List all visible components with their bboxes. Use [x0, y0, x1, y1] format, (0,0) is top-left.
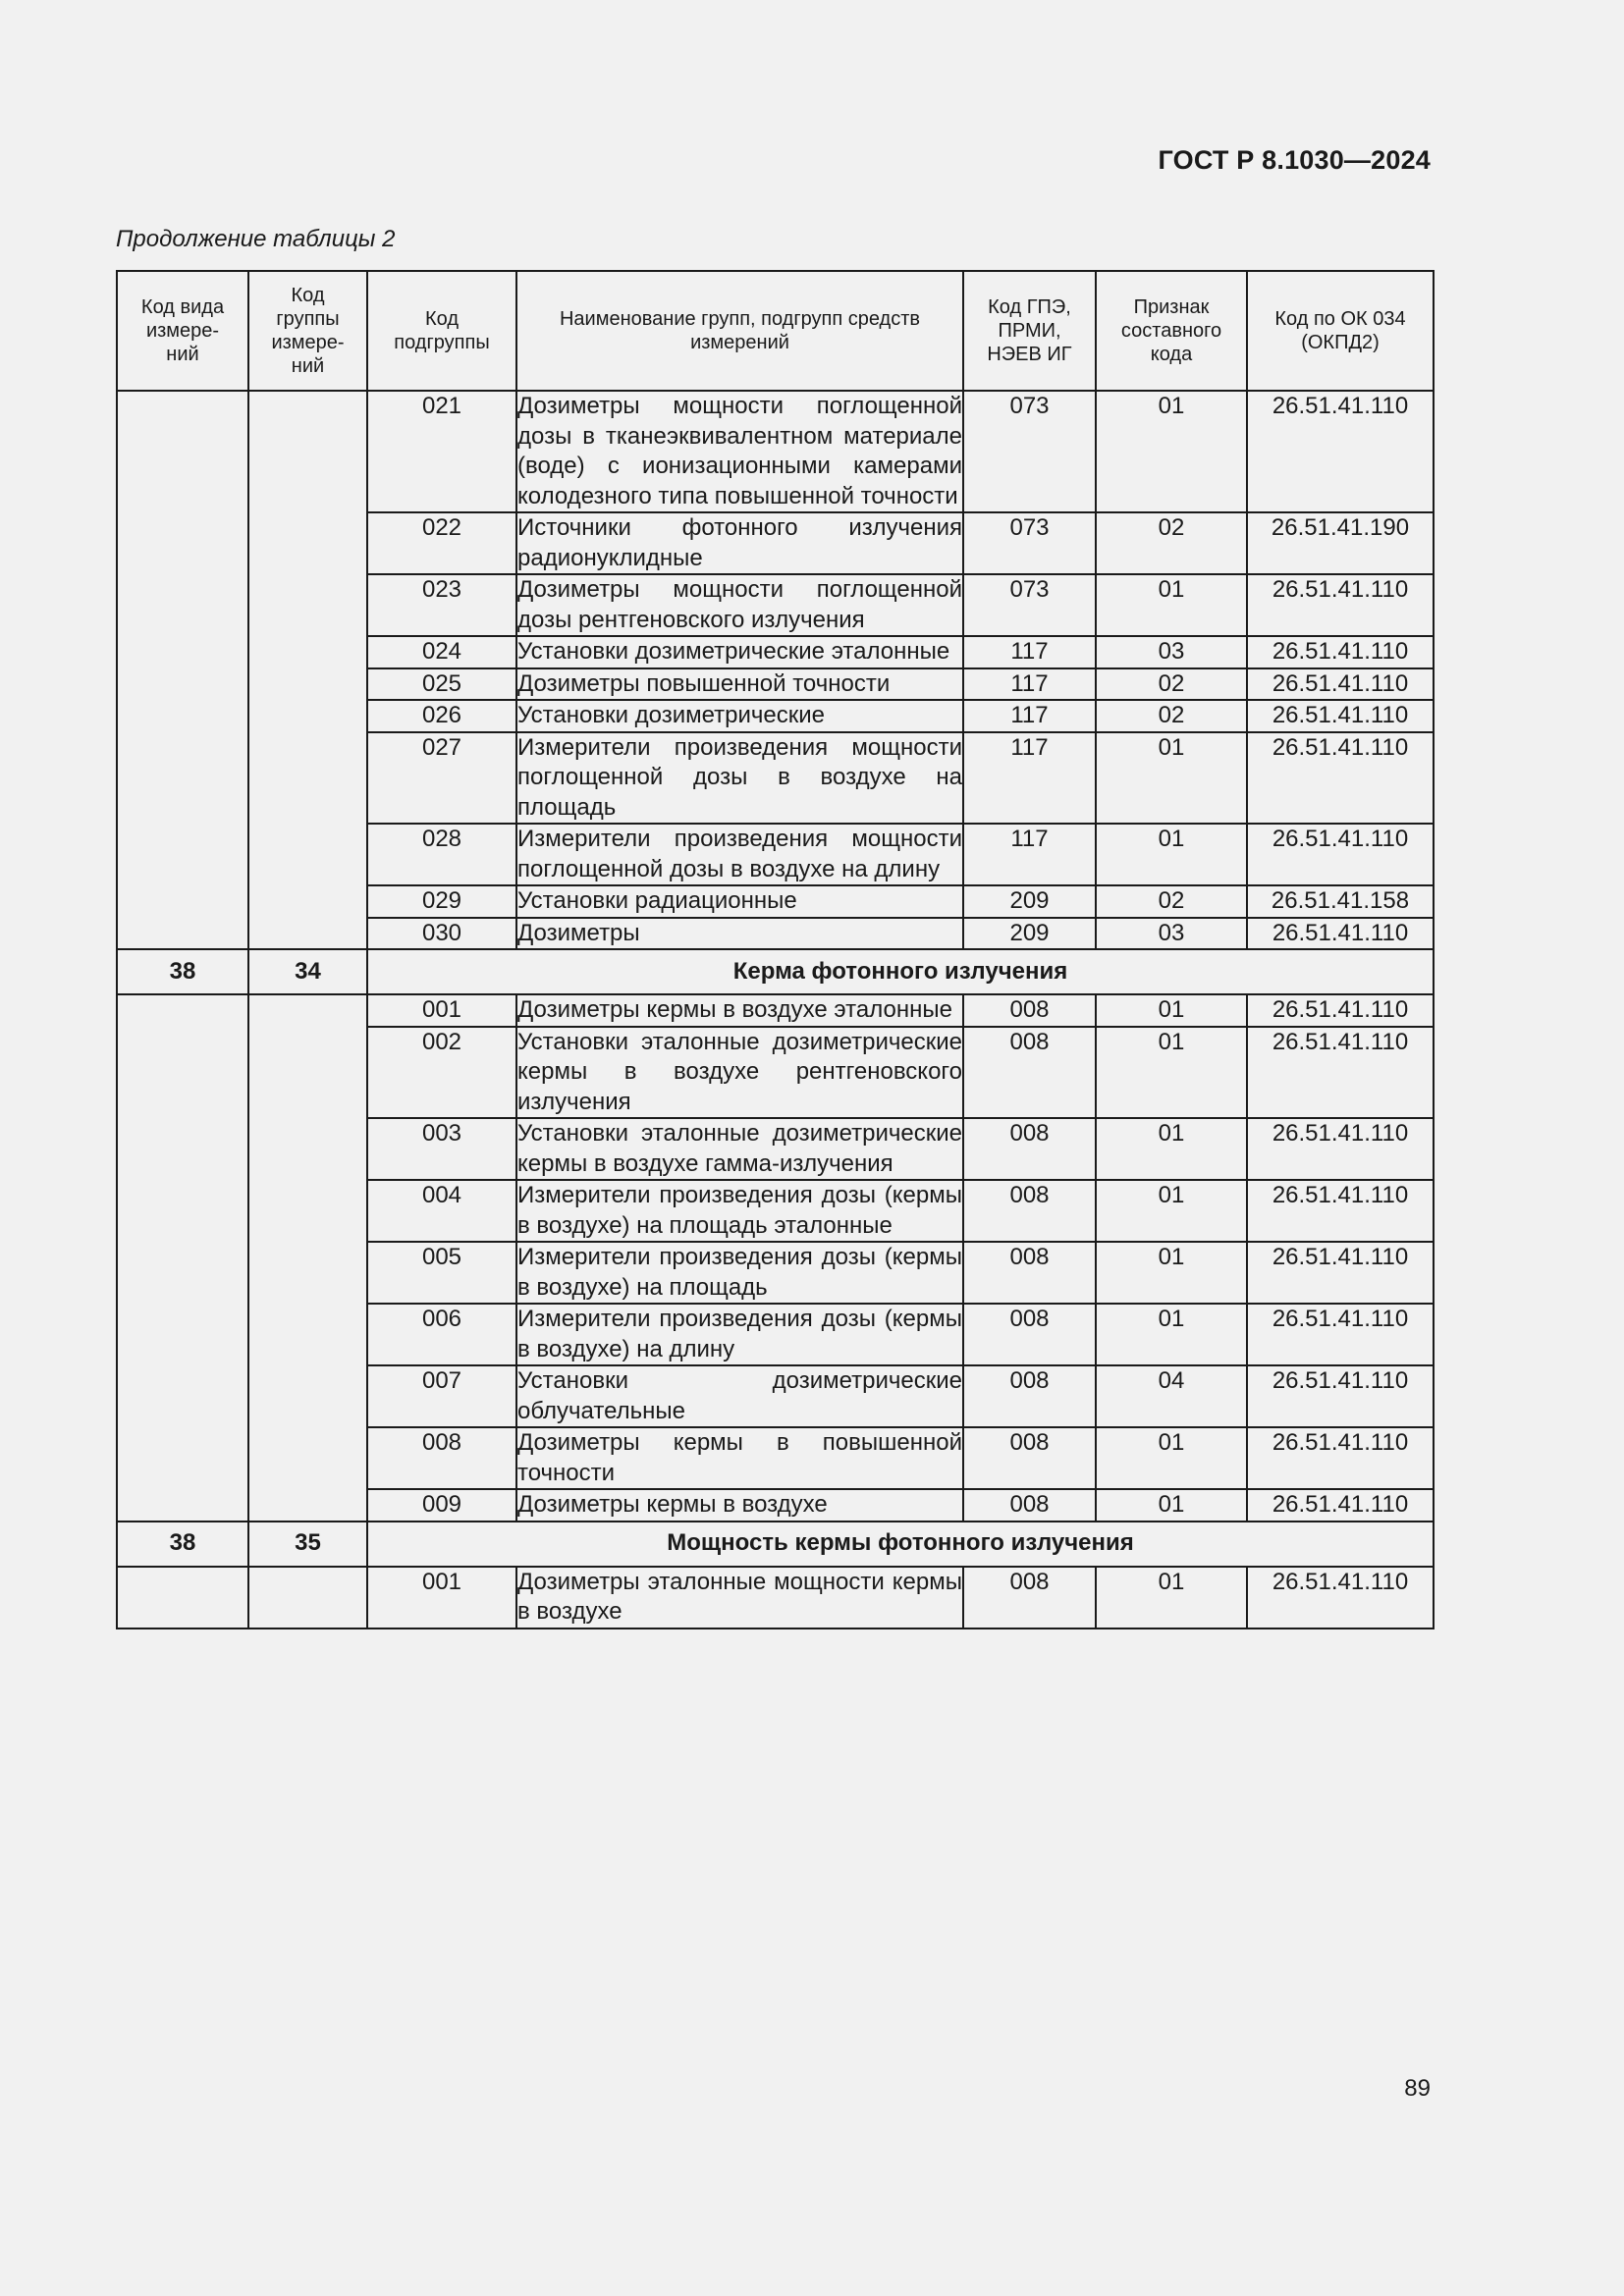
subgroup-code-cell: 001	[367, 994, 516, 1027]
okpd-code-cell: 26.51.41.110	[1247, 1027, 1434, 1119]
composite-sign-cell: 01	[1096, 824, 1247, 885]
gpe-code-cell: 117	[963, 732, 1096, 825]
section-kind-code: 38	[117, 949, 248, 994]
name-cell: Установки дозиметрические	[516, 700, 963, 732]
blank-group-cell	[248, 391, 367, 949]
name-cell: Измерители произведения дозы (кермы в воздухе) на площадь эталонные	[516, 1180, 963, 1242]
header-line: измере-	[271, 332, 345, 353]
composite-sign-cell: 01	[1096, 732, 1247, 825]
gpe-code-cell: 073	[963, 574, 1096, 636]
header-group-code	[248, 271, 367, 391]
okpd-code-cell: 26.51.41.190	[1247, 512, 1434, 574]
okpd-code-cell: 26.51.41.110	[1247, 1242, 1434, 1304]
gpe-code-cell: 008	[963, 1427, 1096, 1489]
composite-sign-cell: 02	[1096, 885, 1247, 918]
header-line: Код ГПЭ,	[988, 296, 1071, 318]
header-name	[516, 271, 963, 391]
composite-sign-cell: 01	[1096, 391, 1247, 512]
name-cell: Дозиметры кермы в воздухе	[516, 1489, 963, 1522]
subgroup-code-cell: 027	[367, 732, 516, 825]
gpe-code-cell: 008	[963, 1242, 1096, 1304]
name-cell: Дозиметры кермы в повышенной точности	[516, 1427, 963, 1489]
okpd-code-cell: 26.51.41.110	[1247, 1180, 1434, 1242]
blank-kind-cell	[117, 391, 248, 949]
name-cell: Измерители произведения мощности поглощенной дозы в воздухе на длину	[516, 824, 963, 885]
subgroup-code-cell: 005	[367, 1242, 516, 1304]
section-row	[117, 1522, 1434, 1567]
section-group-code: 34	[248, 949, 367, 994]
section-title: Керма фотонного излучения	[367, 949, 1434, 994]
name-cell: Дозиметры кермы в воздухе эталонные	[516, 994, 963, 1027]
section-row	[117, 949, 1434, 994]
blank-kind-cell	[117, 1567, 248, 1629]
gpe-code-cell: 008	[963, 1489, 1096, 1522]
header-line: (ОКПД2)	[1301, 332, 1380, 353]
subgroup-code-cell: 006	[367, 1304, 516, 1365]
page-number: 89	[1404, 2075, 1431, 2102]
okpd-code-cell: 26.51.41.158	[1247, 885, 1434, 918]
header-line: кода	[1150, 344, 1193, 365]
okpd-code-cell: 26.51.41.110	[1247, 668, 1434, 701]
okpd-code-cell: 26.51.41.110	[1247, 1365, 1434, 1427]
table-row	[117, 391, 1434, 512]
okpd-code-cell: 26.51.41.110	[1247, 918, 1434, 950]
blank-kind-cell	[117, 994, 248, 1522]
subgroup-code-cell: 026	[367, 700, 516, 732]
header-line: измере-	[145, 320, 220, 342]
header-line: подгруппы	[394, 332, 490, 353]
header-okpd-code	[1247, 271, 1434, 391]
gpe-code-cell: 117	[963, 824, 1096, 885]
name-cell: Дозиметры мощности поглощенной дозы рентгеновского излучения	[516, 574, 963, 636]
okpd-code-cell: 26.51.41.110	[1247, 1118, 1434, 1180]
blank-group-cell	[248, 1567, 367, 1629]
name-cell: Установки эталонные дозиметрические кермы в воздухе гамма-излучения	[516, 1118, 963, 1180]
okpd-code-cell: 26.51.41.110	[1247, 1567, 1434, 1629]
name-cell: Дозиметры эталонные мощности кермы в воздухе	[516, 1567, 963, 1629]
header-line: измерений	[690, 332, 789, 353]
table-row	[117, 994, 1434, 1027]
subgroup-code-cell: 008	[367, 1427, 516, 1489]
gpe-code-cell: 008	[963, 1567, 1096, 1629]
subgroup-code-cell: 029	[367, 885, 516, 918]
header-line: Признак	[1133, 296, 1210, 318]
composite-sign-cell: 01	[1096, 1118, 1247, 1180]
gpe-code-cell: 073	[963, 391, 1096, 512]
subgroup-code-cell: 004	[367, 1180, 516, 1242]
okpd-code-cell: 26.51.41.110	[1247, 824, 1434, 885]
header-line: группы	[276, 308, 340, 330]
composite-sign-cell: 01	[1096, 1567, 1247, 1629]
gpe-code-cell: 008	[963, 994, 1096, 1027]
okpd-code-cell: 26.51.41.110	[1247, 700, 1434, 732]
gpe-code-cell: 073	[963, 512, 1096, 574]
composite-sign-cell: 01	[1096, 1242, 1247, 1304]
header-line: Код	[291, 285, 325, 306]
composite-sign-cell: 01	[1096, 574, 1247, 636]
composite-sign-cell: 04	[1096, 1365, 1247, 1427]
name-cell: Установки эталонные дозиметрические кермы в воздухе рентгеновского излучения	[516, 1027, 963, 1119]
section-title: Мощность кермы фотонного излучения	[367, 1522, 1434, 1567]
composite-sign-cell: 02	[1096, 512, 1247, 574]
okpd-code-cell: 26.51.41.110	[1247, 994, 1434, 1027]
composite-sign-cell: 01	[1096, 1304, 1247, 1365]
subgroup-code-cell: 001	[367, 1567, 516, 1629]
name-cell: Дозиметры повышенной точности	[516, 668, 963, 701]
okpd-code-cell: 26.51.41.110	[1247, 574, 1434, 636]
composite-sign-cell: 01	[1096, 1027, 1247, 1119]
subgroup-code-cell: 002	[367, 1027, 516, 1119]
name-cell: Дозиметры	[516, 918, 963, 950]
gpe-code-cell: 008	[963, 1027, 1096, 1119]
header-kind-code	[117, 271, 248, 391]
name-cell: Измерители произведения дозы (кермы в воздухе) на площадь	[516, 1242, 963, 1304]
okpd-code-cell: 26.51.41.110	[1247, 1489, 1434, 1522]
subgroup-code-cell: 022	[367, 512, 516, 574]
section-kind-code: 38	[117, 1522, 248, 1567]
composite-sign-cell: 01	[1096, 1180, 1247, 1242]
subgroup-code-cell: 028	[367, 824, 516, 885]
table-row	[117, 1567, 1434, 1629]
composite-sign-cell: 02	[1096, 700, 1247, 732]
document-code: ГОСТ Р 8.1030—2024	[1158, 145, 1431, 175]
header-line: Код	[424, 308, 459, 330]
okpd-code-cell: 26.51.41.110	[1247, 1427, 1434, 1489]
header-composite-sign	[1096, 271, 1247, 391]
composite-sign-cell: 03	[1096, 918, 1247, 950]
section-group-code: 35	[248, 1522, 367, 1567]
blank-group-cell	[248, 994, 367, 1522]
subgroup-code-cell: 023	[367, 574, 516, 636]
header-line: Код по ОК 034	[1274, 308, 1406, 330]
gpe-code-cell: 117	[963, 668, 1096, 701]
gpe-code-cell: 008	[963, 1304, 1096, 1365]
header-line: ний	[166, 344, 199, 365]
composite-sign-cell: 01	[1096, 994, 1247, 1027]
subgroup-code-cell: 003	[367, 1118, 516, 1180]
header-line: ний	[291, 355, 325, 377]
name-cell: Измерители произведения мощности поглощенной дозы в воздухе на площадь	[516, 732, 963, 825]
okpd-code-cell: 26.51.41.110	[1247, 391, 1434, 512]
header-gpe-code	[963, 271, 1096, 391]
okpd-code-cell: 26.51.41.110	[1247, 1304, 1434, 1365]
header-subgroup-code	[367, 271, 516, 391]
okpd-code-cell: 26.51.41.110	[1247, 636, 1434, 668]
subgroup-code-cell: 021	[367, 391, 516, 512]
composite-sign-cell: 01	[1096, 1489, 1247, 1522]
name-cell: Установки радиационные	[516, 885, 963, 918]
gpe-code-cell: 008	[963, 1118, 1096, 1180]
gpe-code-cell: 008	[963, 1365, 1096, 1427]
gpe-code-cell: 209	[963, 918, 1096, 950]
composite-sign-cell: 01	[1096, 1427, 1247, 1489]
header-line: составного	[1120, 320, 1222, 342]
composite-sign-cell: 02	[1096, 668, 1247, 701]
classification-table	[116, 270, 1435, 1629]
header-line: Наименование групп, подгрупп средств	[559, 308, 921, 330]
header-line: НЭЕВ ИГ	[987, 344, 1072, 365]
composite-sign-cell: 03	[1096, 636, 1247, 668]
gpe-code-cell: 008	[963, 1180, 1096, 1242]
subgroup-code-cell: 024	[367, 636, 516, 668]
subgroup-code-cell: 007	[367, 1365, 516, 1427]
table-header-row	[117, 271, 1434, 391]
name-cell: Источники фотонного излучения радионуклидные	[516, 512, 963, 574]
name-cell: Измерители произведения дозы (кермы в воздухе) на длину	[516, 1304, 963, 1365]
header-line: Код вида	[140, 296, 225, 318]
name-cell: Дозиметры мощности поглощенной дозы в тканеэквивалентном материале (воде) с ионизационными камерами колодезного типа повышенной точности	[516, 391, 963, 512]
okpd-code-cell: 26.51.41.110	[1247, 732, 1434, 825]
gpe-code-cell: 117	[963, 636, 1096, 668]
table-caption: Продолжение таблицы 2	[116, 226, 396, 252]
subgroup-code-cell: 025	[367, 668, 516, 701]
gpe-code-cell: 209	[963, 885, 1096, 918]
subgroup-code-cell: 030	[367, 918, 516, 950]
name-cell: Установки дозиметрические эталонные	[516, 636, 963, 668]
name-cell: Установки дозиметрические облучательные	[516, 1365, 963, 1427]
gpe-code-cell: 117	[963, 700, 1096, 732]
subgroup-code-cell: 009	[367, 1489, 516, 1522]
header-line: ПРМИ,	[998, 320, 1061, 342]
